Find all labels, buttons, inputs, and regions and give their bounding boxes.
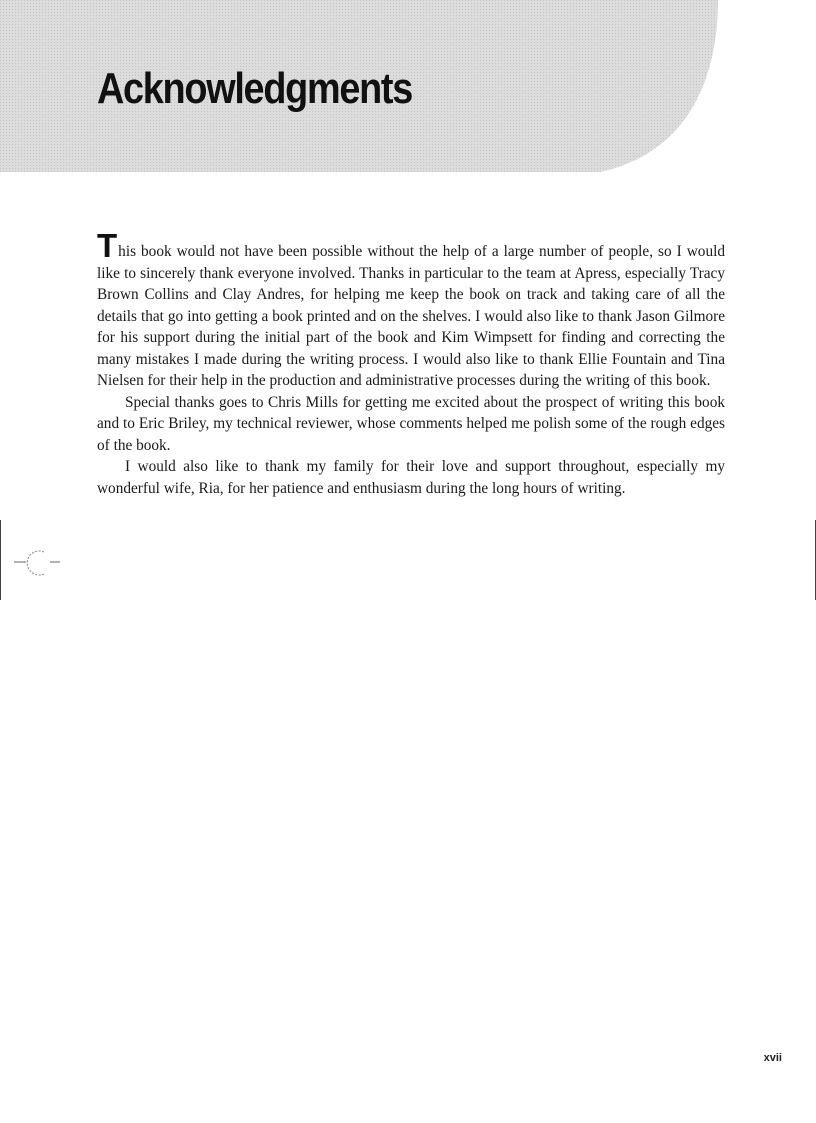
paragraph-1-text: his book would not have been possible without the help of a large number of people, so I would like to sincerely thank everyone involved. Thanks in particular to the team at Apress, especially Tracy Brown Collins and Clay Andres, for helping me keep the book on track and taking care of all the details that go into getting a book printed and on the shelves. I would also like to thank Jason Gilmore for his support during the initial part of the book and Kim Wimpsett for finding and correcting the many mistakes I made during the writing process. I would also like to thank Ellie Fountain and Tina Nielsen for their help in the production and administrative processes during the writing of this book.	[97, 243, 725, 389]
chapter-title: Acknowledgments	[97, 64, 412, 113]
left-crop-mark	[0, 520, 1, 600]
paragraph-1	[97, 227, 725, 392]
body-text	[97, 227, 725, 499]
paragraph-3: I would also like to thank my family for their love and support throughout, especially my wonderful wife, Ria, for her patience and enthusiasm during the long hours of writing.	[97, 458, 725, 497]
page-number: xvii	[763, 1052, 782, 1064]
paragraph-2: Special thanks goes to Chris Mills for getting me excited about the prospect of writing this book and to Eric Briley, my technical reviewer, whose comments helped me polish some of the rough edges of the book.	[97, 393, 725, 454]
drop-cap: T	[97, 227, 118, 264]
registration-mark-icon	[14, 546, 62, 582]
